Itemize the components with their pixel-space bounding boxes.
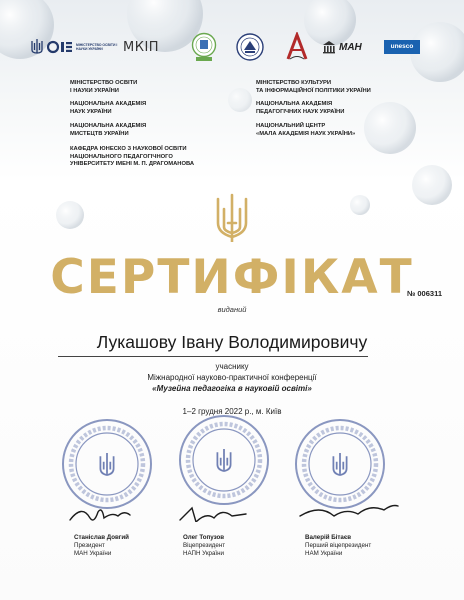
date-place: 1–2 грудня 2022 р., м. Київ	[182, 407, 282, 416]
trident-emblem-icon	[214, 193, 250, 243]
signature-topuzov	[180, 508, 246, 522]
recipient-underline	[58, 356, 368, 357]
issued-label: виданий	[217, 305, 247, 314]
org-nas: НАЦІОНАЛЬНА АКАДЕМІЯ НАУК УКРАЇНИ	[70, 101, 147, 115]
org-mon: МІНІСТЕРСТВО ОСВІТИ І НАУКИ УКРАЇНИ	[70, 80, 138, 94]
conference-name: «Музейна педагогіка в науковій освіті»	[152, 384, 312, 393]
certificate-title: СЕРТИФІКАТ	[50, 250, 414, 305]
man-logo-text: МАН	[339, 41, 362, 53]
org-mkip: МІНІСТЕРСТВО КУЛЬТУРИ ТА ІНФОРМАЦІЙНОЇ ПОЛІТИКИ УКРАЇНИ	[256, 80, 371, 94]
stamp-napn	[180, 416, 268, 504]
man-logo	[322, 30, 362, 64]
org-man: НАЦІОНАЛЬНИЙ ЦЕНТР «МАЛА АКАДЕМІЯ НАУК УКРАЇНИ»	[256, 123, 356, 137]
mkip-logo-text: МКІП	[123, 39, 160, 55]
mon-mark-icon	[47, 40, 73, 54]
building-icon	[322, 40, 336, 54]
org-nama: НАЦІОНАЛЬНА АКАДЕМІЯ МИСТЕЦТВ УКРАЇНИ	[70, 123, 147, 137]
signatory-3: Валерій Бітаєв Перший віцепрезидент НАМ України	[305, 534, 372, 558]
signatory-2: Олег Топузов Віцепрезидент НАПН України	[183, 534, 226, 558]
unesco-logo	[384, 30, 420, 64]
certificate-number: № 006311	[406, 289, 442, 298]
participant-role: учаснику	[215, 362, 249, 371]
logo-strip	[30, 30, 454, 64]
org-unesco-chair: КАФЕДРА ЮНЕСКО З НАУКОВОЇ ОСВІТИ НАЦІОНАЛЬНОГО ПЕДАГОГІЧНОГО УНІВЕРСИТЕТУ ІМЕНІ М. П. ДРАГОМАНОВА	[70, 146, 195, 168]
stamp-man	[63, 420, 151, 508]
art-academy-logo	[285, 30, 309, 64]
conference-type: Міжнародної науково-практичної конференції	[147, 373, 317, 382]
recipient-name: Лукашову Івану Володимировичу	[96, 332, 368, 352]
org-napn: НАЦІОНАЛЬНА АКАДЕМІЯ ПЕДАГОГІЧНИХ НАУК УКРАЇНИ	[256, 101, 345, 115]
signatory-1: Станіслав Довгий Президент МАН України	[74, 534, 129, 558]
unesco-logo-text: unesco	[384, 40, 420, 53]
mkip-logo	[123, 30, 159, 64]
signature-dovhyi	[70, 510, 130, 520]
napn-emblem	[235, 30, 265, 64]
mon-logo-text: МІНІСТЕРСТВО ОСВІТИ І НАУКИ УКРАЇНИ	[76, 42, 118, 51]
stamps-and-signatures	[0, 412, 464, 522]
man-green-emblem	[191, 30, 217, 64]
stamp-nam	[296, 420, 384, 508]
trident-icon	[30, 38, 44, 56]
